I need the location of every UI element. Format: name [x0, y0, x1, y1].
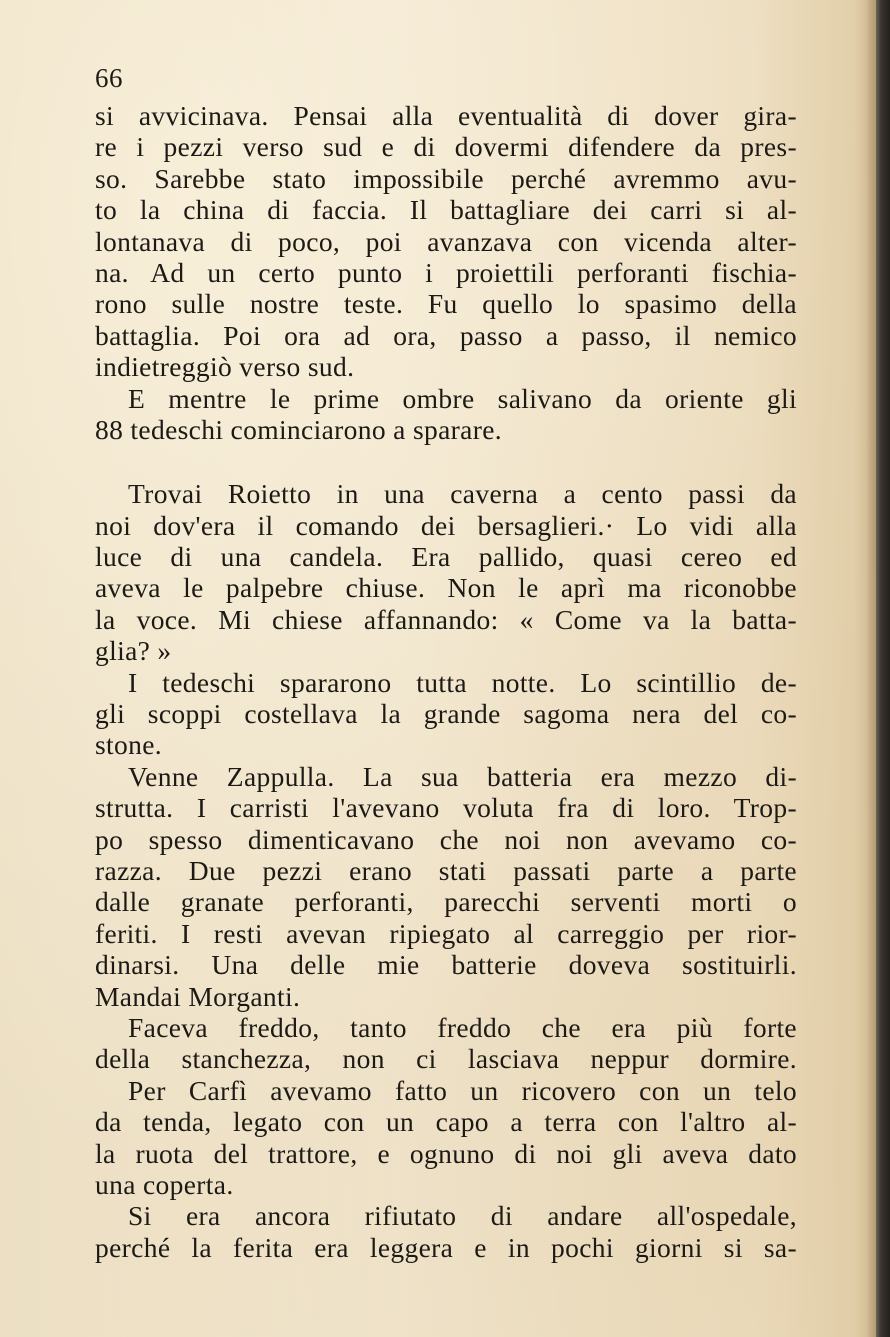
text-line: dalle granate perforanti, parecchi serventi morti o — [95, 886, 797, 918]
page-spine-edge — [876, 0, 890, 1337]
text-line: I tedeschi spararono tutta notte. Lo scintillio de- — [128, 666, 797, 698]
text-line: perché la ferita era leggera e in pochi giorni si sa- — [95, 1231, 797, 1263]
text-line: Trovai Roietto in una caverna a cento passi da — [128, 478, 797, 510]
paragraph-gap — [95, 445, 797, 478]
text-line: gli scoppi costellava la grande sagoma nera del co- — [95, 698, 797, 730]
text-line: so. Sarebbe stato impossibile perché avremmo avu- — [95, 162, 797, 194]
text-line: luce di una candela. Era pallido, quasi cereo ed — [95, 541, 797, 573]
text-line: razza. Due pezzi erano stati passati parte a parte — [95, 854, 797, 886]
page-spine-shadow — [866, 0, 876, 1337]
text-line: lontanava di poco, poi avanzava con vicenda alter- — [95, 225, 797, 257]
text-line: po spesso dimenticavano che noi non avevamo co- — [95, 823, 797, 855]
text-line: indietreggiò verso sud. — [95, 351, 355, 383]
text-line: glia? » — [95, 635, 172, 667]
text-line: da tenda, legato con un capo a terra con l'altro al- — [95, 1106, 797, 1138]
text-line: noi dov'era il comando dei bersaglieri.· Lo vidi alla — [95, 509, 797, 541]
text-line: to la china di faccia. Il battagliare dei carri si al- — [95, 194, 797, 226]
text-line: Venne Zappulla. La sua batteria era mezzo di- — [128, 760, 797, 792]
page-number: 66 — [95, 63, 123, 93]
text-line: Mandai Morganti. — [95, 980, 301, 1012]
text-line: rono sulle nostre teste. Fu quello lo spasimo della — [95, 288, 797, 320]
text-line: na. Ad un certo punto i proiettili perforanti fischia- — [95, 256, 797, 288]
text-line: strutta. I carristi l'avevano voluta fra di loro. Trop- — [95, 792, 797, 824]
text-line: Si era ancora rifiutato di andare all'ospedale, — [128, 1200, 797, 1232]
text-line: Per Carfì avevamo fatto un ricovero con un telo — [128, 1074, 797, 1106]
text-line: della stanchezza, non ci lasciava neppur dormire. — [95, 1043, 797, 1075]
text-line: si avvicinava. Pensai alla eventualità di dover gira- — [95, 100, 797, 131]
text-line: aveva le palpebre chiuse. Non le aprì ma riconobbe — [95, 572, 797, 604]
body-text — [95, 100, 797, 1263]
text-line: la voce. Mi chiese affannando: « Come va la batta- — [95, 603, 797, 635]
text-line: E mentre le prime ombre salivano da oriente gli — [128, 382, 797, 414]
text-line: la ruota del trattore, e ognuno di noi gli aveva dato — [95, 1137, 797, 1169]
text-line: stone. — [95, 729, 163, 761]
text-line: re i pezzi verso sud e di dovermi difendere da pres- — [95, 131, 797, 163]
text-line: 88 tedeschi cominciarono a sparare. — [95, 413, 503, 445]
text-line: battaglia. Poi ora ad ora, passo a passo, il nemico — [95, 319, 797, 351]
text-line: feriti. I resti avevan ripiegato al carreggio per rior- — [95, 917, 797, 949]
text-line: una coperta. — [95, 1168, 234, 1200]
text-line: Faceva freddo, tanto freddo che era più forte — [128, 1011, 797, 1043]
text-line: dinarsi. Una delle mie batterie doveva sostituirli. — [95, 949, 797, 981]
